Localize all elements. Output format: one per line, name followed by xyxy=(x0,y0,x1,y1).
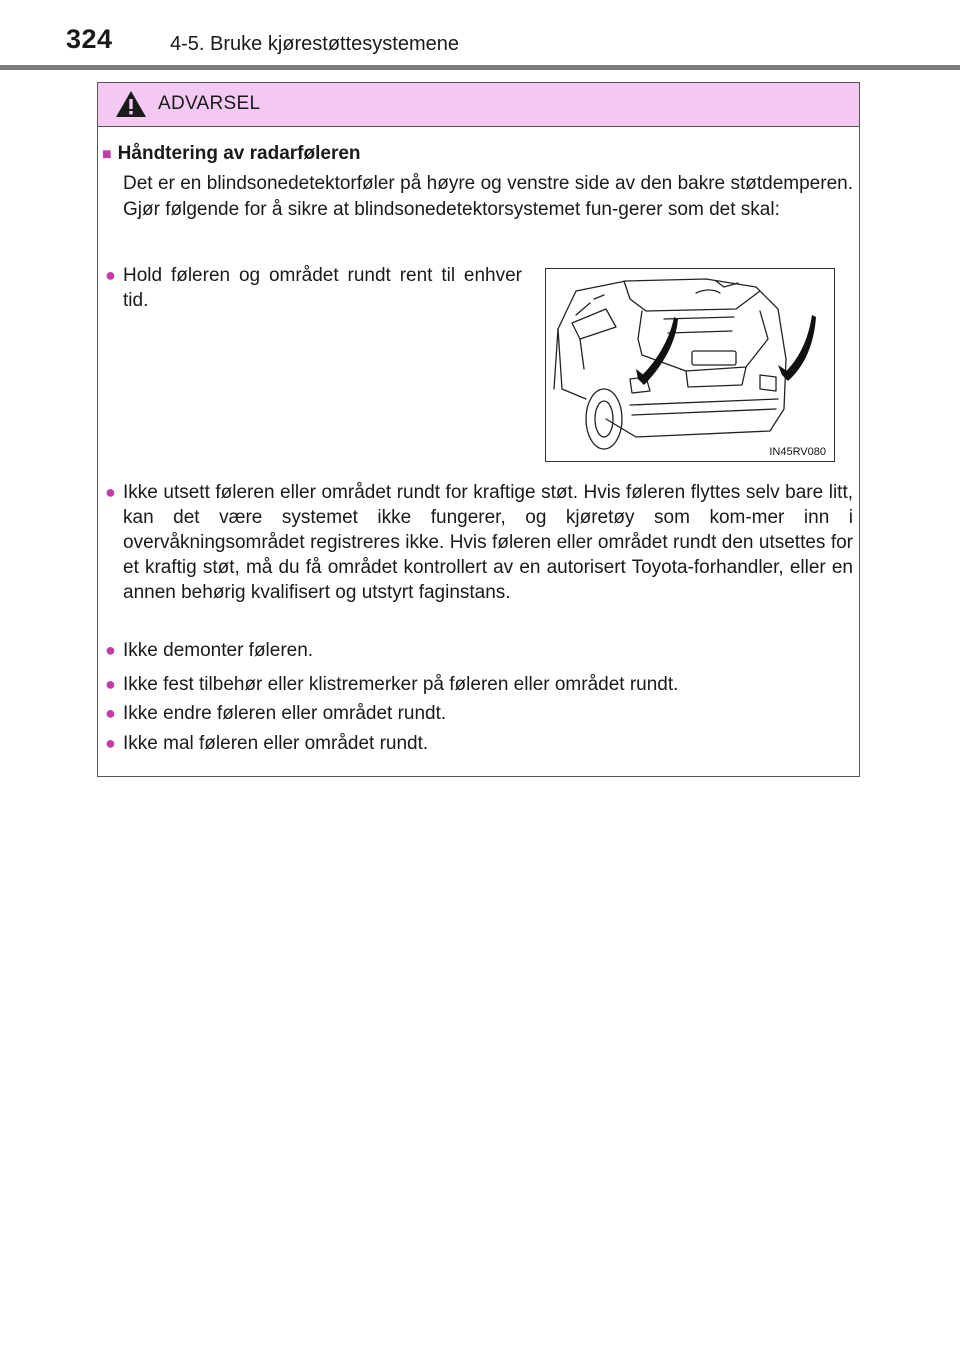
list-item-text: Ikke utsett føleren eller området rundt for kraftige støt. Hvis føleren flyttes selv bare litt, kan det være systemet ikke fungerer, og kjøretøy som kom-mer inn i overvåkningsområdet registreres ikke. Hvis føleren eller området rundt den utsettes for et kraftig støt, må du få området kontrollert av en autorisert Toyota-forhandler, eller en annen behørig kvalifisert og utstyrt faginstans. xyxy=(123,482,853,603)
round-bullet-icon: ● xyxy=(105,265,116,285)
intro-paragraph: Det er en blindsonedetektorføler på høyre og venstre side av den bakre støtdemperen. Gjør følgende for å sikre at blindsonedetektorsystemet fun-gerer som det skal: xyxy=(123,173,853,220)
round-bullet-icon: ● xyxy=(105,640,116,660)
warning-title: ADVARSEL xyxy=(158,93,261,114)
subheading-text: Håndtering av radarføleren xyxy=(117,143,361,164)
list-item xyxy=(102,480,853,605)
page-number: 324 xyxy=(66,24,113,54)
figure-code: IN45RV080 xyxy=(769,446,826,458)
round-bullet-icon: ● xyxy=(105,674,116,694)
round-bullet-icon: ● xyxy=(105,703,116,723)
round-bullet-icon: ● xyxy=(105,482,116,502)
list-item-text: Ikke fest tilbehør eller klistremerker på føleren eller området rundt. xyxy=(123,674,679,695)
car-rear-drawing xyxy=(546,269,834,461)
warning-box xyxy=(97,82,860,777)
list-item xyxy=(102,263,522,313)
warning-triangle-icon xyxy=(114,89,148,119)
list-item xyxy=(102,672,853,697)
list-item-text: Ikke endre føleren eller området rundt. xyxy=(123,703,447,724)
list-item xyxy=(102,731,853,756)
list-item-text: Ikke mal føleren eller området rundt. xyxy=(123,733,429,754)
round-bullet-icon: ● xyxy=(105,733,116,753)
square-bullet-icon: ■ xyxy=(102,146,112,163)
header-rule xyxy=(0,65,960,70)
section-title: 4-5. Bruke kjørestøttesystemene xyxy=(170,33,459,55)
list-item xyxy=(102,701,853,726)
list-item-text: Hold føleren og området rundt rent til enhver tid. xyxy=(123,265,522,311)
list-item-text: Ikke demonter føleren. xyxy=(123,640,314,661)
list-item xyxy=(102,638,853,663)
warning-header xyxy=(98,83,859,127)
subheading xyxy=(102,143,361,165)
car-rear-illustration xyxy=(545,268,835,462)
